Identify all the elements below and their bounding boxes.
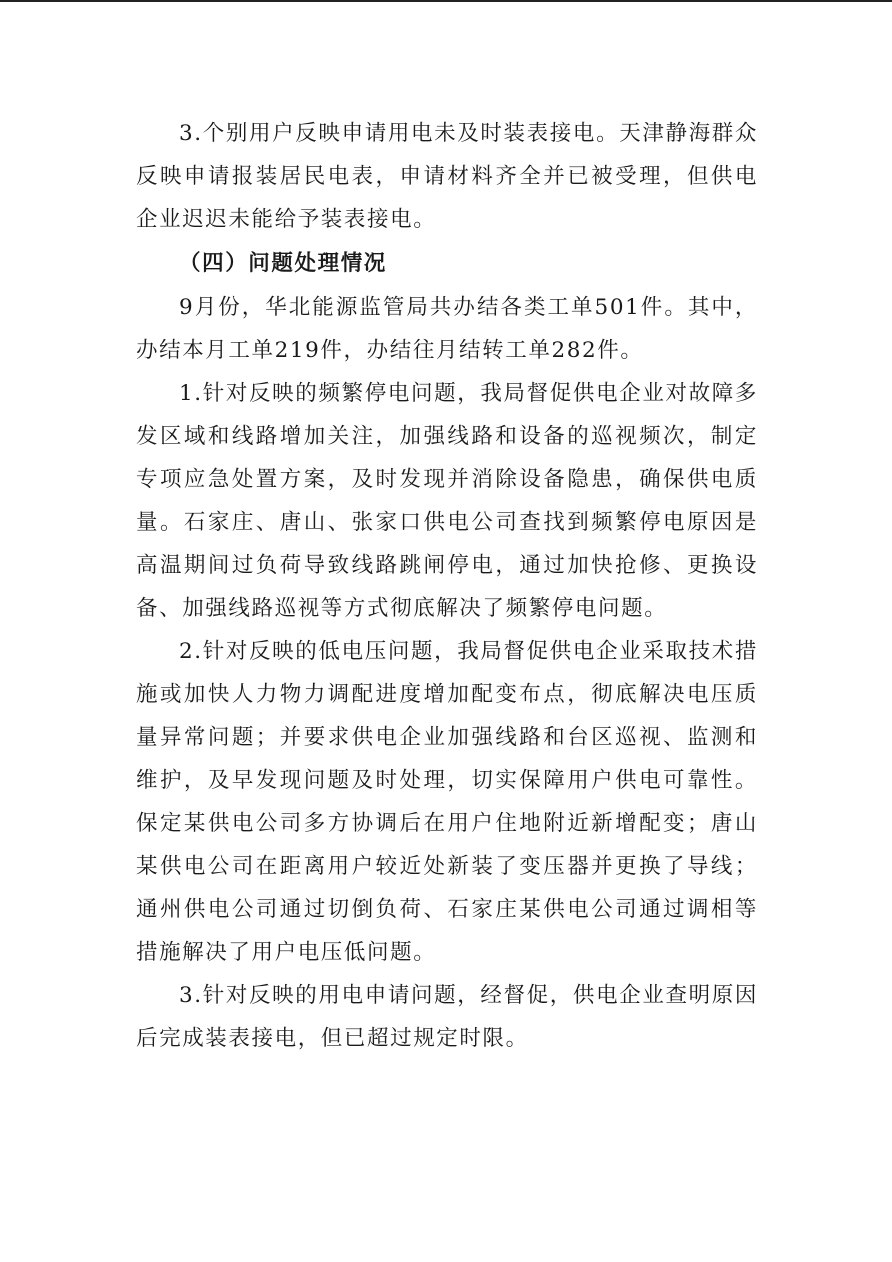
paragraph-frequent-outage-handling: 1.针对反映的频繁停电问题，我局督促供电企业对故障多发区域和线路增加关注，加强线路和设备的巡视频次，制定专项应急处置方案，及时发现并消除设备隐患，确保供电质量。石家庄、唐山、张家口供电公司查找到频繁停电原因是高温期间过负荷导致线路跳闸停电，通过加快抢修、更换设备、加强线路巡视等方式彻底解决了频繁停电问题。: [136, 381, 758, 621]
paragraph-meter-installation-complaint: 3.个别用户反映申请用电未及时装表接电。天津静海群众反映申请报装居民电表，申请材料齐全并已被受理，但供电企业迟迟未能给予装表接电。: [136, 121, 758, 232]
top-border-line: [0, 0, 892, 2]
paragraph-application-handling: 3.针对反映的用电申请问题，经督促，供电企业查明原因后完成装表接电，但已超过规定时限。: [136, 983, 758, 1051]
paragraph-ticket-summary: 9月份，华北能源监管局共办结各类工单501件。其中，办结本月工单219件，办结往月结转工单282件。: [136, 295, 758, 363]
section-heading-handling: （四）问题处理情况: [179, 251, 387, 276]
document-page: [136, 112, 758, 1060]
paragraph-low-voltage-handling: 2.针对反映的低电压问题，我局督促供电企业采取技术措施或加快人力物力调配进度增加配变布点，彻底解决电压质量异常问题；并要求供电企业加强线路和台区巡视、监测和维护，及早发现问题及时处理，切实保障用户供电可靠性。保定某供电公司多方协调后在用户住地附近新增配变；唐山某供电公司在距离用户较近处新装了变压器并更换了导线；通州供电公司通过切倒负荷、石家庄某供电公司通过调相等措施解决了用户电压低问题。: [136, 639, 758, 965]
